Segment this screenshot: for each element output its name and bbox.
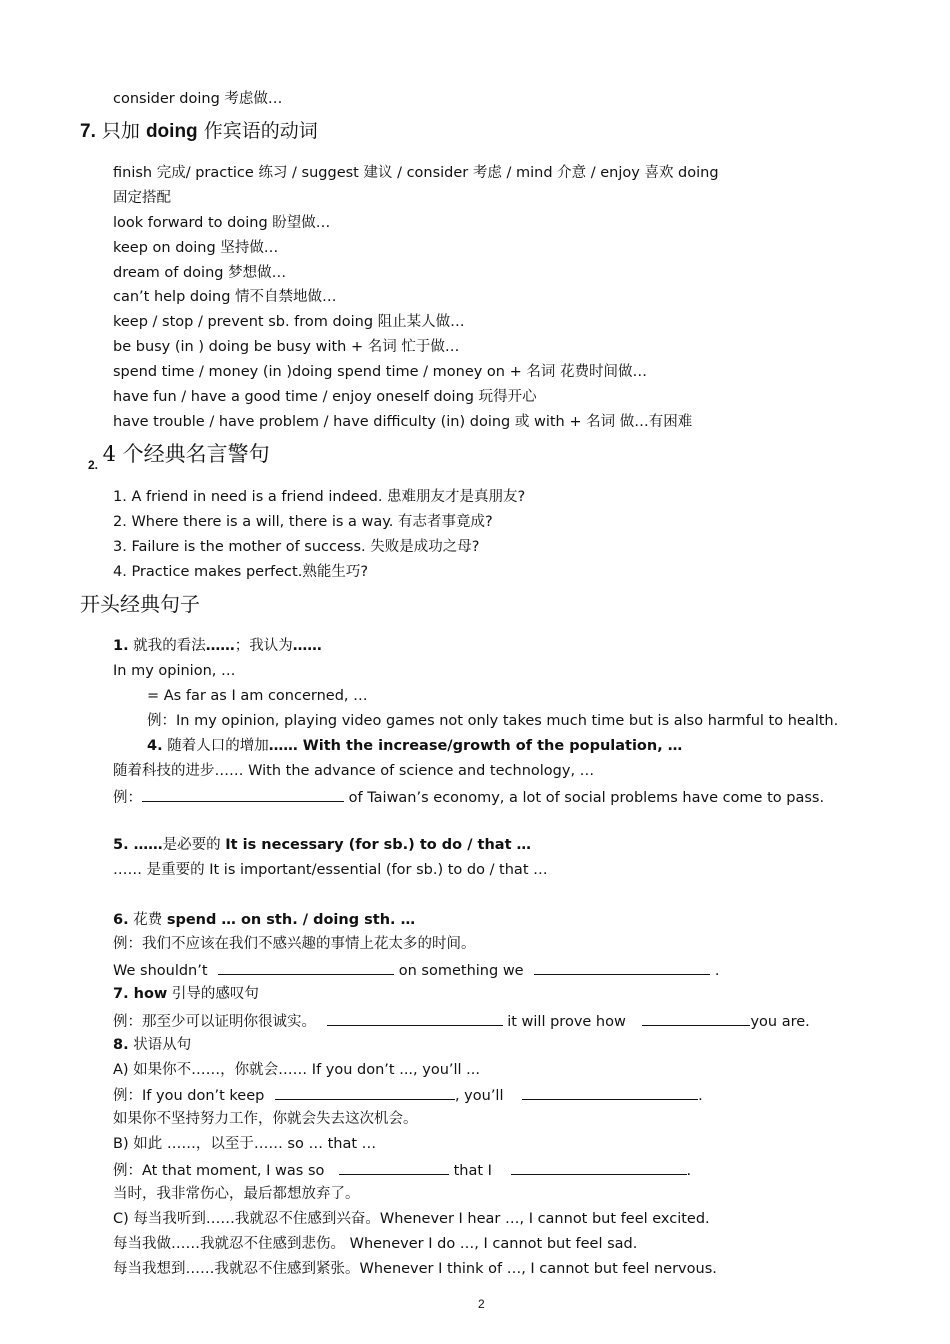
text-line: 固定搭配 <box>113 190 171 206</box>
item-text: , you’ll <box>454 1088 509 1104</box>
item-text: 7. how <box>113 986 168 1002</box>
heading-keyword: doing <box>145 121 198 142</box>
heading-number: 7. <box>80 121 96 142</box>
item-text: …… <box>292 638 322 654</box>
text-line: keep on doing 坚持做… <box>113 240 279 256</box>
quote-line: 4. Practice makes perfect.熟能生巧? <box>113 564 369 580</box>
item-text: . <box>710 963 720 979</box>
text-line: A) 如果你不……，你就会…… If you don’t ..., you’ll ... <box>113 1062 480 1078</box>
item-text: of Taiwan’s economy, a lot of social problems have come to pass. <box>344 790 825 806</box>
text-line: 随着科技的进步…… With the advance of science and technology, … <box>113 763 595 779</box>
item-text: It is necessary (for sb.) to do / that … <box>225 837 532 853</box>
section-heading-quotes <box>88 440 270 472</box>
item-text: you are. <box>750 1014 810 1030</box>
text-line <box>113 1010 810 1032</box>
heading-number: 2. <box>88 458 99 472</box>
page-number: 2 <box>478 1297 485 1311</box>
text-line: 如果你不坚持努力工作，你就会失去这次机会。 <box>113 1111 418 1127</box>
text-line: C) 每当我听到……我就忍不住感到兴奋。Whenever I hear …, I cannot but feel excited. <box>113 1211 710 1227</box>
blank-field[interactable] <box>339 1159 449 1175</box>
text-line <box>113 1035 191 1055</box>
text-line <box>113 636 322 656</box>
item-text: 是必要的 <box>162 837 226 853</box>
item-text: 例：At that moment, I was so <box>113 1163 329 1179</box>
item-text: 例：那至少可以证明你很诚实。 <box>113 1014 321 1030</box>
text-line: spend time / money (in )doing spend time / money on + 名词 花费时间做… <box>113 364 647 380</box>
blank-field[interactable] <box>275 1084 455 1100</box>
blank-field[interactable] <box>327 1010 503 1026</box>
item-text: 例：If you don’t keep <box>113 1088 269 1104</box>
blank-field[interactable] <box>642 1010 750 1026</box>
text-line: B) 如此 ……，以至于…… so … that … <box>113 1136 377 1152</box>
text-line: be busy (in ) doing be busy with + 名词 忙于做… <box>113 339 460 355</box>
text-line <box>113 910 415 930</box>
text-line: …… 是重要的 It is important/essential (for sb.) to do / that … <box>113 862 548 878</box>
section-heading-7 <box>80 118 318 145</box>
item-text: 随着人口的增加 <box>167 738 269 754</box>
item-text: 花费 <box>128 912 167 928</box>
heading-text: 作宾语的动词 <box>197 120 318 142</box>
text-line <box>113 1159 691 1181</box>
text-line: 当时，我非常伤心，最后都想放弃了。 <box>113 1186 360 1202</box>
quote-line: 1. A friend in need is a friend indeed. 患难朋友才是真朋友? <box>113 489 526 505</box>
item-text: 就我的看法 <box>133 638 206 654</box>
text-line: 例：In my opinion, playing video games not only takes much time but is also harmful to health. <box>147 713 839 729</box>
text-line <box>113 835 531 855</box>
blank-field[interactable] <box>218 959 394 975</box>
text-line: dream of doing 梦想做… <box>113 265 287 281</box>
item-text: …… <box>205 638 235 654</box>
item-text: We shouldn’t <box>113 963 213 979</box>
heading-text: 只加 <box>101 120 146 142</box>
item-text: on something we <box>394 963 529 979</box>
text-line: 每当我想到……我就忍不住感到紧张。Whenever I think of …, I cannot but feel nervous. <box>113 1261 717 1277</box>
text-line: 例：我们不应该在我们不感兴趣的事情上花太多的时间。 <box>113 936 476 952</box>
item-text: …… With the increase/growth of the population, … <box>268 738 683 754</box>
text-line: finish 完成/ practice 练习 / suggest 建议 / consider 考虑 / mind 介意 / enjoy 喜欢 doing <box>113 165 719 181</box>
item-text: 引导的感叹句 <box>167 986 259 1002</box>
text-line: have trouble / have problem / have difficulty (in) doing 或 with + 名词 做…有困难 <box>113 414 693 430</box>
text-line: = As far as I am concerned, … <box>147 688 368 704</box>
item-text: 状语从句 <box>128 1037 192 1053</box>
text-line <box>113 1084 703 1106</box>
quote-line: 2. Where there is a will, there is a way. 有志者事竟成? <box>113 514 493 530</box>
text-line <box>113 959 719 981</box>
item-text: 5. …… <box>113 837 163 853</box>
blank-field[interactable] <box>534 959 710 975</box>
item-text: ；我认为 <box>234 638 293 654</box>
heading-text: 4 个经典名言警句 <box>102 442 270 466</box>
text-line: have fun / have a good time / enjoy oneself doing 玩得开心 <box>113 389 537 405</box>
text-line <box>113 786 824 808</box>
text-line: keep / stop / prevent sb. from doing 阻止某人做… <box>113 314 465 330</box>
text-line <box>147 736 682 756</box>
blank-field[interactable] <box>142 786 344 802</box>
text-line: 每当我做……我就忍不住感到悲伤。 Whenever I do …, I cannot but feel sad. <box>113 1236 638 1252</box>
text-line: look forward to doing 盼望做… <box>113 215 331 231</box>
text-line: In my opinion, … <box>113 663 236 679</box>
item-text: that I <box>448 1163 497 1179</box>
item-text: 例： <box>113 790 142 806</box>
item-number: 6. <box>113 912 129 928</box>
section-heading-openers: 开头经典句子 <box>80 592 200 616</box>
item-number: 4. <box>147 738 163 754</box>
item-text: it will prove how <box>502 1014 631 1030</box>
blank-field[interactable] <box>522 1084 698 1100</box>
blank-field[interactable] <box>511 1159 687 1175</box>
text-line <box>113 984 259 1004</box>
item-number: 1. <box>113 638 129 654</box>
item-text: . <box>698 1088 703 1104</box>
item-text: spend … on sth. / doing sth. … <box>166 912 416 928</box>
text-line: can’t help doing 情不自禁地做… <box>113 289 337 305</box>
item-number: 8. <box>113 1037 129 1053</box>
item-text: . <box>686 1163 692 1179</box>
quote-line: 3. Failure is the mother of success. 失败是成功之母? <box>113 539 480 555</box>
text-line: consider doing 考虑做… <box>113 91 283 107</box>
